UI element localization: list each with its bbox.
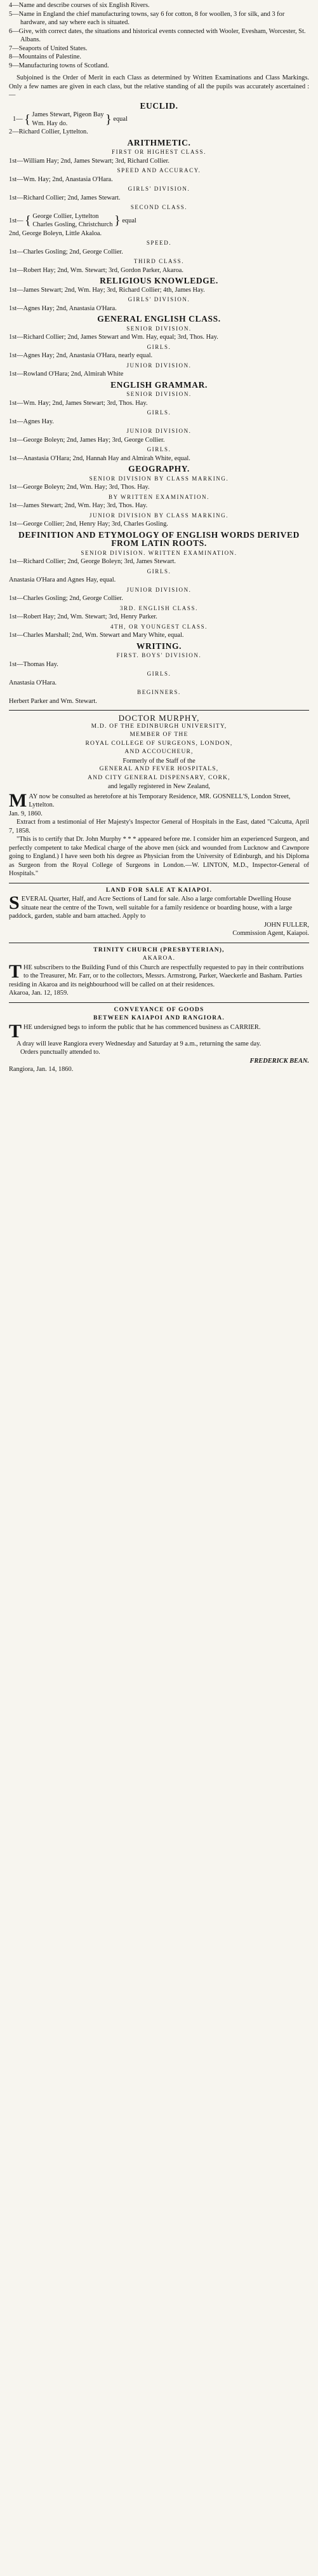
conveyance-heading: CONVEYANCE OF GOODS xyxy=(114,1006,204,1013)
list-item: 4—Name and describe courses of six English Rivers. xyxy=(9,2,150,9)
doctor-dispensary: AND CITY GENERAL DISPENSARY, CORK, xyxy=(88,774,230,781)
doctor-advertisement xyxy=(9,714,309,878)
section-subheading: GIRLS. xyxy=(147,671,171,677)
doctor-body-text: AY now be consulted as heretofore at his Temporary Residence, MR. GOSNELL'S, London Street, Lyttelton. xyxy=(29,793,291,808)
geography-heading: GEOGRAPHY. xyxy=(128,464,190,474)
section-subheading: JUNIOR DIVISION. xyxy=(126,362,192,369)
land-heading: LAND FOR SALE AT KAIAPOI. xyxy=(105,887,213,894)
result-line: 1st—James Stewart; 2nd, Wm. Hay; 3rd, Thos. Hay. xyxy=(9,502,148,509)
euclid-heading: EUCLID. xyxy=(140,100,178,111)
euclid-tie-name: James Stewart, Pigeon Bay xyxy=(32,111,104,118)
conveyance-date: Rangiora, Jan. 14, 1860. xyxy=(9,1066,74,1073)
divider xyxy=(9,1002,309,1003)
divider xyxy=(9,710,309,711)
conveyance-schedule: A dray will leave Rangiora every Wednesday and Saturday at 9 a.m., returning the same day. xyxy=(17,1040,262,1047)
arithmetic-rank: 1st— xyxy=(9,217,23,224)
church-date: Akaroa, Jan. 12, 1859. xyxy=(9,990,69,997)
arithmetic-heading: ARITHMETIC. xyxy=(127,137,191,147)
result-line: 1st—Richard Collier; 2nd, George Boleyn; 3rd, James Stewart. xyxy=(9,558,176,565)
result-line: 1st—Charles Gosling; 2nd, George Collier. xyxy=(9,248,123,256)
result-line: 1st—Robert Hay; 2nd, Wm. Stewart; 3rd, Gordon Parker, Akaroa. xyxy=(9,266,183,274)
result-line: 1st—Agnes Hay. xyxy=(9,418,54,425)
doctor-date: Jan. 9, 1860. xyxy=(9,810,43,817)
section-subheading: JUNIOR DIVISION. xyxy=(126,428,192,434)
section-subheading: FIRST OR HIGHEST CLASS. xyxy=(112,149,206,155)
conveyance-subheading: BETWEEN KAIAPOI AND RANGIORA. xyxy=(93,1015,225,1021)
conveyance-signer: FREDERICK BEAN. xyxy=(249,1057,309,1065)
doctor-degree: M.D. OF THE EDINBURGH UNIVERSITY, xyxy=(91,723,227,730)
list-item: 9—Manufacturing towns of Scotland. xyxy=(9,62,109,69)
doctor-hospitals: GENERAL AND FEVER HOSPITALS, xyxy=(99,766,219,772)
section-subheading: BEGINNERS. xyxy=(137,689,181,695)
result-line: 1st—Agnes Hay; 2nd, Anastasia O'Hara. xyxy=(9,304,117,312)
list-item: 5—Name in England the chief manufacturing towns, say 6 for cotton, 8 for woollen, 3 for silk, and 3 for hardware, and say where each is situated. xyxy=(9,10,285,26)
examination-questions-list xyxy=(9,1,309,70)
section-subheading: THIRD CLASS. xyxy=(133,258,185,264)
doctor-testimonial: "This is to certify that Dr. John Murphy * * * appeared before me. I consider him an experienced Surgeon, and perfectly competent to take Medical charge of the above men (sick and wounded from Lucknow and Cawnpore going to England.) I have seen both his degree as Physician from the University of Edinburgh, and his Diploma as Surgeon from the Royal College of Surgeons in London.—W. LINTON, M.D., Inspector-General of Hospitals." xyxy=(9,836,309,877)
section-subheading: GIRLS. xyxy=(147,409,171,416)
section-subheading: GIRLS. xyxy=(147,343,171,350)
euclid-equal: equal xyxy=(113,115,128,123)
result-line: 1st—Wm. Hay; 2nd, James Stewart; 3rd, Thos. Hay. xyxy=(9,399,148,407)
arithmetic-tie-name: George Collier, Lyttelton xyxy=(32,212,99,220)
result-line: 1st—Richard Collier; 2nd, James Stewart. xyxy=(9,194,121,201)
drop-cap: S xyxy=(9,892,20,913)
euclid-second: 2—Richard Collier, Lyttelton. xyxy=(9,128,88,135)
land-signer: JOHN FULLER, xyxy=(263,921,309,929)
doctor-body xyxy=(9,789,309,811)
section-subheading: BY WRITTEN EXAMINATION. xyxy=(108,493,210,500)
conveyance-body xyxy=(9,1020,309,1042)
drop-cap: T xyxy=(9,1020,22,1042)
order-of-merit-intro: Subjoined is the Order of Merit in each Class as determined by Written Examinations and Class Markings. Only a few names are given in each class, but the relative standing of all the pupils was accurately ascertained :— xyxy=(9,74,309,99)
doctor-extract: Extract from a testimonial of Her Majesty's Inspector General of Hospitals in the East, dated "Calcutta, April 7, 1858. xyxy=(9,819,309,835)
arithmetic-tied-names xyxy=(32,212,112,229)
result-line: 1st—Charles Marshall; 2nd, Wm. Stewart and Mary White, equal. xyxy=(9,632,184,639)
section-subheading: SPEED AND ACCURACY. xyxy=(117,167,201,174)
result-line: 1st—Wm. Hay; 2nd, Anastasia O'Hara. xyxy=(9,175,113,183)
section-subheading: GIRLS' DIVISION. xyxy=(128,186,190,192)
result-line: 1st—George Collier; 2nd, Henry Hay; 3rd, Charles Gosling. xyxy=(9,521,168,528)
result-line: 1st—George Boleyn; 2nd, Wm. Hay; 3rd, Thos. Hay. xyxy=(9,484,150,491)
brace-open: { xyxy=(24,112,30,126)
euclid-tie-name: Wm. Hay do. xyxy=(32,119,68,127)
land-body xyxy=(9,892,309,921)
section-subheading: SENIOR DIVISION. WRITTEN EXAMINATION. xyxy=(81,549,237,556)
section-subheading: SENIOR DIVISION. xyxy=(126,391,192,397)
brace-close: } xyxy=(105,112,112,126)
list-item: 6—Give, with correct dates, the situations and historical events connected with Wooler, Evesham, Worcester, St. Albans. xyxy=(9,27,306,43)
euclid-tie xyxy=(9,111,309,128)
conveyance-advertisement xyxy=(9,1006,309,1074)
conveyance-orders: Orders punctually attended to. xyxy=(20,1049,100,1056)
result-line: 1st—Thomas Hay. xyxy=(9,660,58,668)
doctor-accoucheur: AND ACCOUCHEUR, xyxy=(124,749,194,755)
arithmetic-tie xyxy=(9,212,309,229)
doctor-college: ROYAL COLLEGE OF SURGEONS, LONDON, xyxy=(85,740,233,747)
section-subheading: JUNIOR DIVISION. xyxy=(126,586,192,593)
church-heading: TRINITY CHURCH (PRESBYTERIAN), xyxy=(93,946,225,953)
result-line: 1st—Agnes Hay; 2nd, Anastasia O'Hara, nearly equal. xyxy=(9,352,153,359)
arithmetic-equal: equal xyxy=(122,217,136,224)
result-line: 1st—Robert Hay; 2nd, Wm. Stewart; 3rd, Henry Parker. xyxy=(9,613,157,620)
writing-heading: WRITING. xyxy=(136,641,182,651)
result-line: Herbert Parker and Wm. Stewart. xyxy=(9,697,97,705)
brace-open: { xyxy=(25,214,31,228)
section-subheading: SENIOR DIVISION BY CLASS MARKING. xyxy=(89,475,229,482)
result-line: 1st—Rowland O'Hara; 2nd, Almirah White xyxy=(9,371,124,378)
church-advertisement xyxy=(9,946,309,998)
church-body xyxy=(9,960,309,990)
result-line: 1st—William Hay; 2nd, James Stewart; 3rd, Richard Collier. xyxy=(9,157,169,165)
result-line: 1st—James Stewart; 2nd, Wm. Hay; 3rd, Richard Collier; 4th, James Hay. xyxy=(9,286,205,294)
doctor-staff-line: Formerly of the Staff of the xyxy=(123,757,195,765)
result-line: Anastasia O'Hara. xyxy=(9,679,57,686)
section-subheading: 3RD. ENGLISH CLASS. xyxy=(120,604,198,611)
arithmetic-tie-name: Charles Gosling, Christchurch xyxy=(32,221,113,228)
land-body-text: EVERAL Quarter, Half, and Acre Sections of Land for sale. Also a large comfortable Dwelling House situate near the centre of the Town, well suitable for a family residence or boarding house, with a large paddock, garden, stable and barn attached. Apply to xyxy=(9,896,293,920)
section-subheading: GIRLS' DIVISION. xyxy=(128,296,190,303)
land-signer-title: Commission Agent, Kaiapoi. xyxy=(232,930,309,937)
conveyance-body-text: HE undersigned begs to inform the public that he has commenced business as CARRIER. xyxy=(23,1023,261,1031)
section-subheading: FIRST. BOYS' DIVISION. xyxy=(116,652,202,658)
doctor-membership: MEMBER OF THE xyxy=(129,732,189,738)
newspaper-column xyxy=(9,1,309,1074)
general-english-heading: GENERAL ENGLISH CLASS. xyxy=(97,314,221,324)
euclid-rank: 1— xyxy=(13,115,23,123)
result-line: Anastasia O'Hara and Agnes Hay, equal. xyxy=(9,576,116,583)
list-item: 8—Mountains of Palestine. xyxy=(9,53,81,60)
section-subheading: GIRLS. xyxy=(147,446,171,453)
drop-cap: T xyxy=(9,960,22,982)
section-subheading: SENIOR DIVISION. xyxy=(126,325,192,332)
religious-heading: RELIGIOUS KNOWLEDGE. xyxy=(100,276,218,285)
doctor-registered: and legally registered in New Zealand, xyxy=(108,783,210,790)
result-line: 1st—Charles Gosling; 2nd, George Collier. xyxy=(9,595,123,602)
euclid-tied-names xyxy=(32,111,103,128)
etymology-heading: DEFINITION AND ETYMOLOGY OF ENGLISH WORDS DERIVED FROM LATIN ROOTS. xyxy=(18,529,300,548)
section-subheading: JUNIOR DIVISION BY CLASS MARKING. xyxy=(89,512,229,519)
section-subheading: GIRLS. xyxy=(147,568,171,575)
section-subheading: 4TH, OR YOUNGEST CLASS. xyxy=(110,623,208,630)
result-line: 1st—George Boleyn; 2nd, James Hay; 3rd, George Collier. xyxy=(9,436,165,444)
land-advertisement xyxy=(9,887,309,938)
result-line: 1st—Anastasia O'Hara; 2nd, Hannah Hay and Almirah White, equal. xyxy=(9,454,190,462)
result-line: 1st—Richard Collier; 2nd, James Stewart and Wm. Hay, equal; 3rd, Thos. Hay. xyxy=(9,334,218,341)
church-body-text: HE subscribers to the Building Fund of this Church are respectfully requested to pay in their contributions to the Treasurer, Mr. Farr, or to the collectors, Messrs. Armstrong, Parker, Waeckerle and Basham. Parties residing in Akaroa and its neighbourhood will be called on at their residences. xyxy=(9,964,304,988)
result-line: 2nd, George Boleyn, Little Akaloa. xyxy=(9,229,102,237)
list-item: 7—Seaports of United States. xyxy=(9,44,88,52)
grammar-heading: ENGLISH GRAMMAR. xyxy=(110,379,208,390)
section-subheading: SECOND CLASS. xyxy=(130,204,188,210)
brace-close: } xyxy=(114,214,121,228)
drop-cap: M xyxy=(9,789,27,811)
church-subheading: AKAROA. xyxy=(142,955,176,962)
doctor-name: DOCTOR MURPHY, xyxy=(118,713,200,723)
section-subheading: SPEED. xyxy=(146,240,172,246)
